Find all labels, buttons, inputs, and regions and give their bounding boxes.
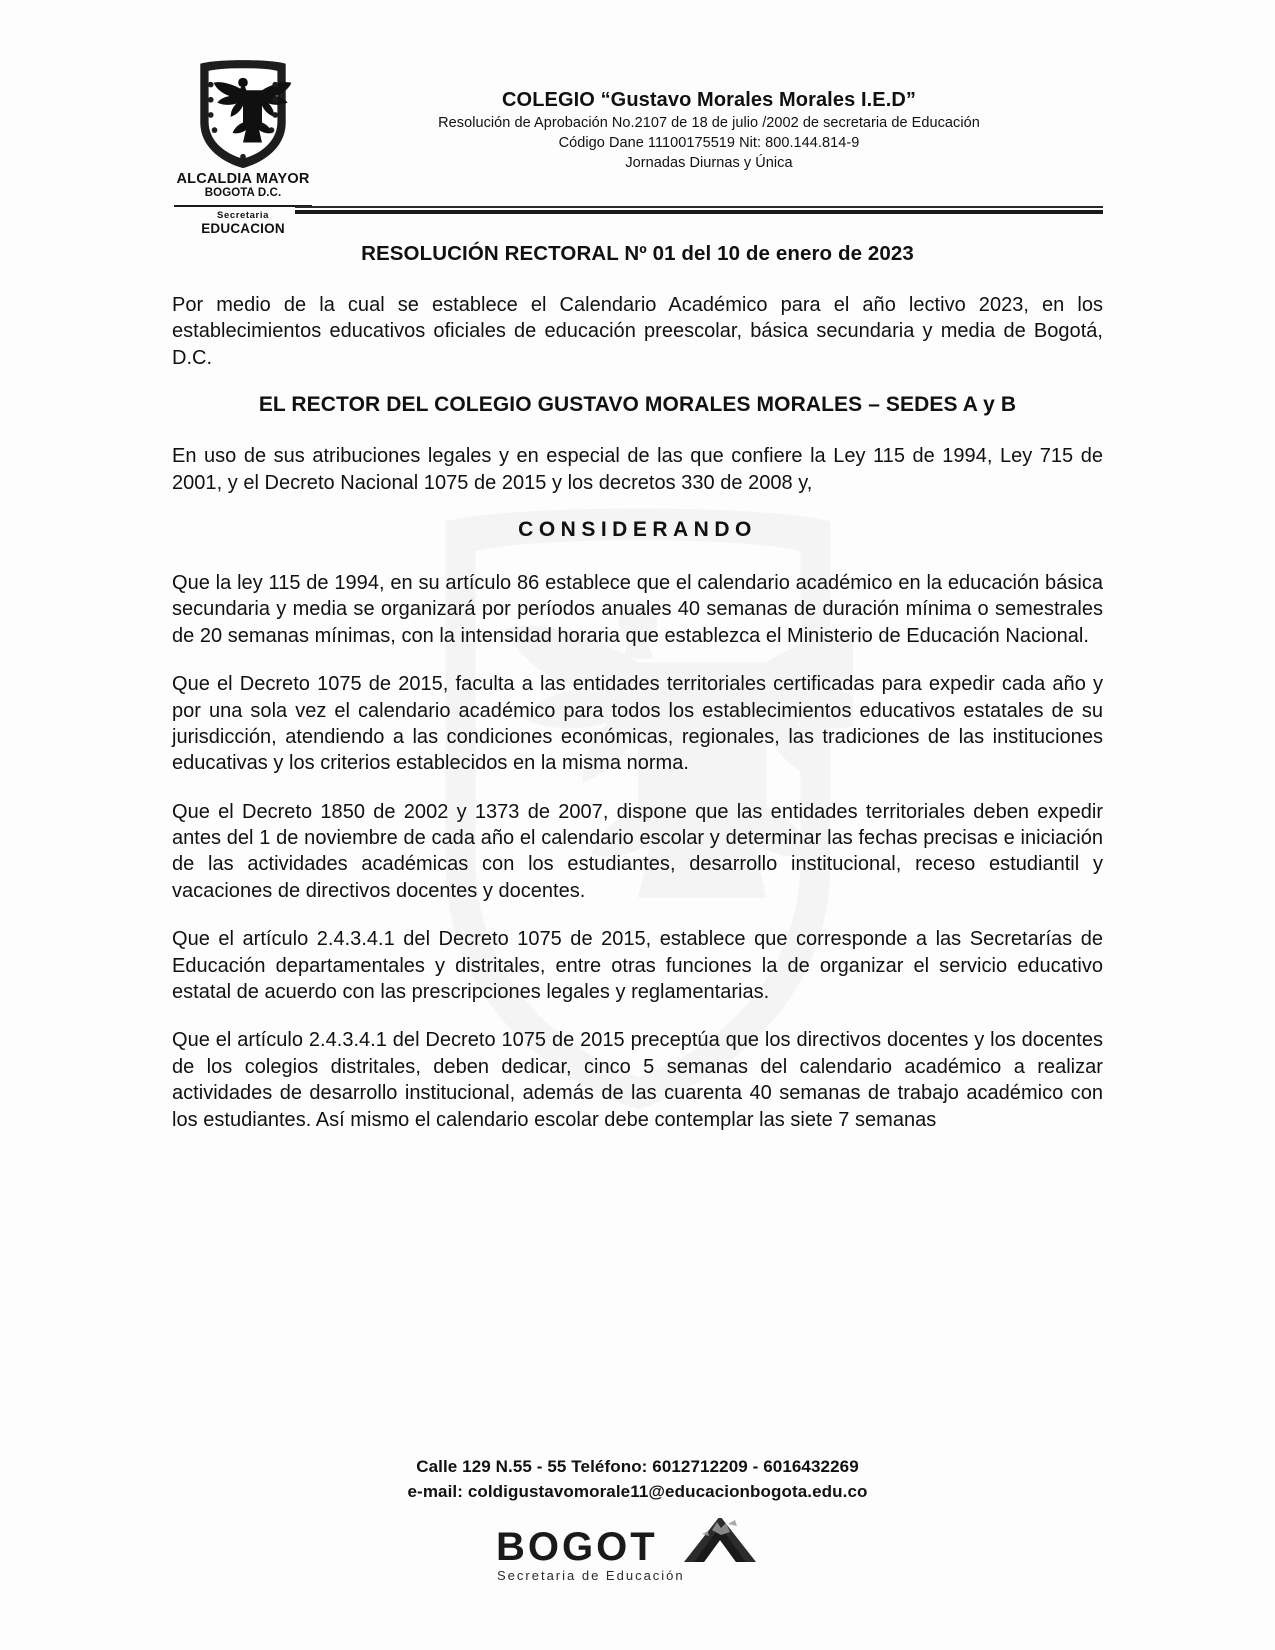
considerando-paragraph-4: Que el artículo 2.4.3.4.1 del Decreto 1075 de 2015, establece que corresponde a las Secretarías de Educación departamentales y distritales, entre otras funciones la de organizar el servicio educativo estatal de acuerdo con las prescripciones legales y reglamentarias.: [172, 928, 1103, 1004]
svg-text:BOGOT: BOGOT: [495, 1525, 658, 1569]
shifts-line: Jornadas Diurnas y Única: [625, 155, 793, 171]
rector-heading: EL RECTOR DEL COLEGIO GUSTAVO MORALES MORALES – SEDES A y B: [258, 393, 1017, 417]
bogota-coat-of-arms-icon: [195, 58, 291, 170]
crest-divider: [174, 205, 312, 207]
header-rule-bottom: [295, 210, 1103, 214]
document-body: [172, 232, 1103, 1155]
attributions-paragraph: En uso de sus atribuciones legales y en especial de las que confiere la Ley 115 de 1994, Ley 715 de 2001, y el Decreto Nacional 1075 de 2015 y los decretos 330 de 2008 y,: [172, 445, 1103, 494]
footer-logo-block: [0, 1518, 1275, 1605]
header-divider: [295, 206, 1103, 214]
alcaldia-subtitle: BOGOTA D.C.: [204, 187, 282, 200]
page-title: RESOLUCIÓN RECTORAL Nº 01 del 10 de enero de 2023: [361, 242, 914, 265]
footer-address-phone: Calle 129 N.55 - 55 Teléfono: 6012712209 - 6016432269: [416, 1457, 859, 1476]
dane-nit-line: Código Dane 11100175519 Nit: 800.144.814-9: [558, 135, 860, 151]
school-name: COLEGIO “Gustavo Morales Morales I.E.D”: [502, 89, 916, 111]
considerando-paragraph-1: Que la ley 115 de 1994, en su artículo 86 establece que el calendario académico en la educación básica secundaria y media se organizará por períodos anuales 40 semanas de duración mínima o semestrales de 20 semanas mínimas, con la intensidad horaria que establezca el Ministerio de Educación Nacional.: [172, 571, 1103, 647]
approval-resolution-line: Resolución de Aprobación No.2107 de 18 de julio /2002 de secretaria de Educación: [438, 115, 980, 131]
alcaldia-title: ALCALDIA MAYOR: [176, 171, 310, 187]
bogota-wordmark-logo-icon: [488, 1518, 788, 1600]
considerando-paragraph-3: Que el Decreto 1850 de 2002 y 1373 de 2007, dispone que las entidades territoriales deben expedir antes del 1 de noviembre de cada año el calendario escolar y determinar las fechas precisas e iniciación de las actividades académicas con los estudiantes, desarrollo institucional, receso estudiantil y vacaciones de directivos docentes y docentes.: [172, 800, 1103, 902]
footer-contact: [0, 1455, 1275, 1504]
school-identity-block: [318, 58, 1275, 173]
svg-text:Secretaria de Educación: Secretaria de Educación: [496, 1568, 685, 1583]
considerando-paragraph-2: Que el Decreto 1075 de 2015, faculta a las entidades territoriales certificadas para expedir cada año y por una sola vez el calendario académico para todos los establecimientos educativos estatales de su jurisdicción, atendiendo a las condiciones económicas, regionales, las tradiciones de las instituciones educativas y los criterios establecidos en la misma norma.: [172, 673, 1103, 775]
footer-email: e-mail: coldigustavomorale11@educacionbogota.edu.co: [407, 1481, 868, 1501]
intro-paragraph: Por medio de la cual se establece el Calendario Académico para el año lectivo 2023, en los establecimientos educativos oficiales de educación preescolar, básica secundaria y media de Bogotá, D.C.: [172, 294, 1103, 369]
secretaria-label: Secretaria: [217, 210, 269, 222]
educacion-label: EDUCACION: [201, 221, 285, 237]
considerando-paragraph-5: Que el artículo 2.4.3.4.1 del Decreto 1075 de 2015 preceptúa que los directivos docentes y los docentes de los colegios distritales, deben dedicar, cinco 5 semanas del calendario académico a realizar actividades de desarrollo institucional, además de las cuarenta 40 semanas de trabajo académico con los estudiantes. Así mismo el calendario escolar debe contemplar las siete 7 semanas: [172, 1029, 1103, 1131]
considerando-heading: CONSIDERANDO: [518, 517, 757, 541]
